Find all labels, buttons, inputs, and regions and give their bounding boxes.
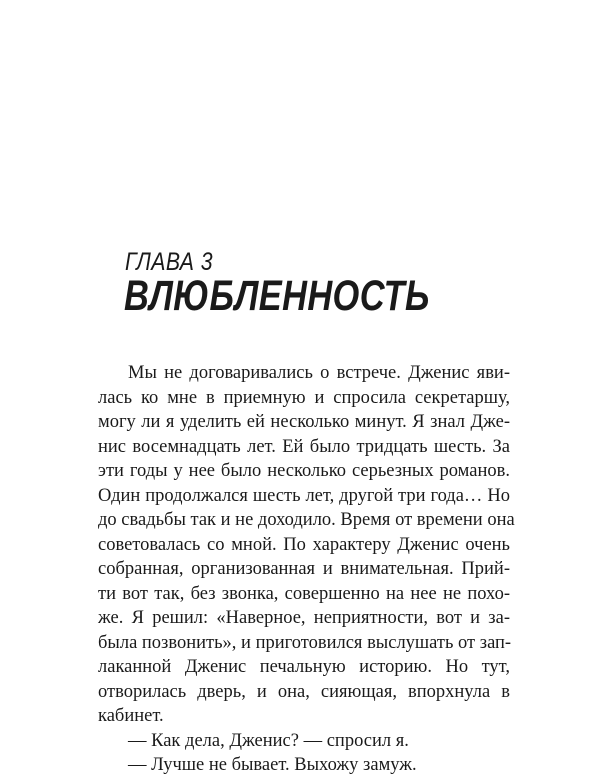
- text-line: кабинет.: [98, 706, 164, 726]
- dialogue-line: — Лучше не бывает. Выхожу замуж.: [128, 755, 417, 775]
- text-line: Мы не договаривались о встрече. Дженис яви-: [128, 363, 510, 383]
- chapter-title: ВЛЮБЛЕННОСТЬ: [124, 272, 430, 320]
- chapter-label: ГЛАВА 3: [125, 248, 213, 276]
- text-line: же. Я решил: «Наверное, неприятности, вот и за-: [98, 608, 510, 628]
- text-line: лась ко мне в приемную и спросила секретаршу,: [98, 387, 510, 408]
- text-line: эти годы у нее было несколько серьезных романов.: [98, 461, 510, 481]
- text-line: до свадьбы так и не доходило. Время от времени она: [98, 510, 515, 530]
- text-line: Один продолжался шесть лет, другой три года… Но: [98, 485, 510, 506]
- text-line: могу ли я уделить ей несколько минут. Я знал Дже-: [98, 412, 510, 432]
- text-line: лаканной Дженис печальную историю. Но тут,: [98, 657, 510, 677]
- dialogue-line: — Как дела, Дженис? — спросил я.: [128, 730, 409, 751]
- body-text: [98, 361, 515, 778]
- text-line: ти вот так, без звонка, совершенно на нее не похо-: [98, 583, 510, 604]
- text-line: собранная, организованная и внимательная. Прий-: [98, 559, 510, 579]
- text-line: была позвонить», и приготовился выслушать от зап-: [98, 632, 512, 653]
- text-line: нис восемнадцать лет. Ей было тридцать шесть. За: [98, 436, 510, 457]
- text-line: отворилась дверь, и она, сияющая, впорхнула в: [98, 681, 510, 702]
- text-line: советовалась со мной. По характеру Дженис очень: [98, 534, 510, 555]
